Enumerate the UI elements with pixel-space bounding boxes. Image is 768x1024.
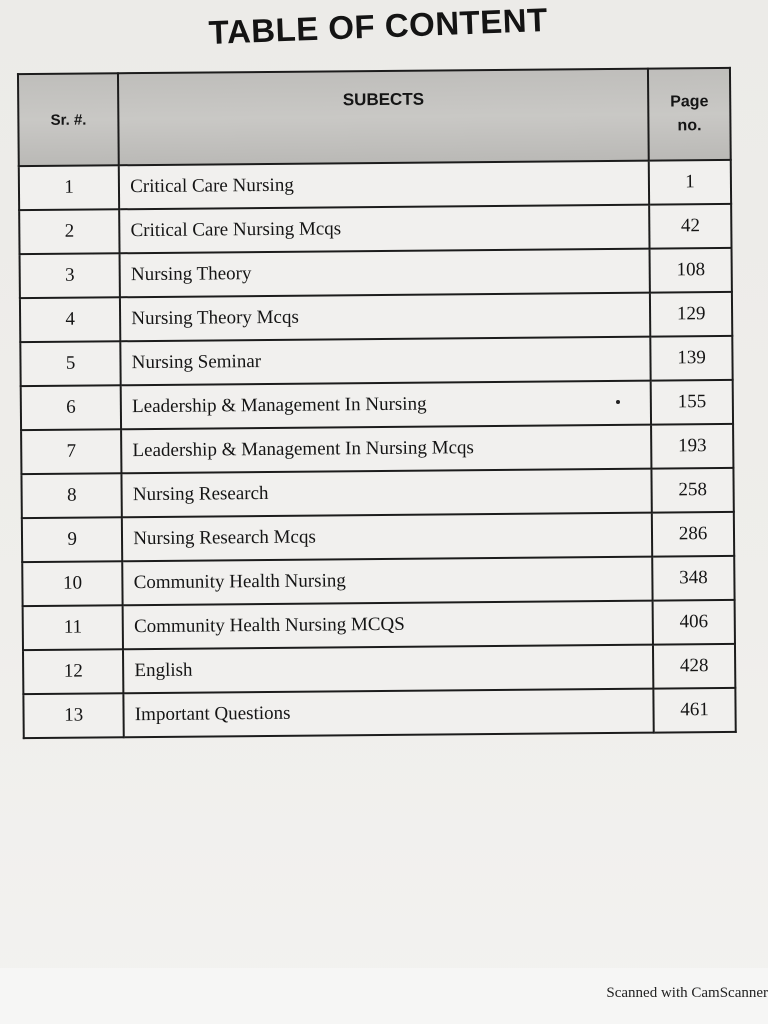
row-subject: English bbox=[123, 645, 653, 694]
row-subject: Leadership & Management In Nursing Mcqs bbox=[121, 425, 651, 474]
row-page: 406 bbox=[653, 600, 735, 645]
table-row bbox=[22, 512, 734, 562]
table-row bbox=[21, 380, 733, 430]
row-sr: 8 bbox=[21, 473, 122, 518]
table-row bbox=[22, 556, 734, 606]
header-sr: Sr. #. bbox=[18, 73, 119, 166]
row-sr: 11 bbox=[23, 605, 124, 650]
row-subject: Nursing Theory Mcqs bbox=[120, 293, 650, 342]
table-row bbox=[20, 248, 732, 298]
header-page-line1: Page bbox=[670, 93, 709, 111]
row-page: 193 bbox=[651, 424, 733, 469]
table-row bbox=[19, 204, 731, 254]
row-page: 348 bbox=[652, 556, 734, 601]
table-header-row bbox=[18, 68, 731, 166]
row-subject: Nursing Seminar bbox=[121, 337, 651, 386]
row-sr: 10 bbox=[22, 561, 123, 606]
row-page: 155 bbox=[651, 380, 733, 425]
row-subject: Nursing Research bbox=[122, 469, 652, 518]
row-sr: 9 bbox=[22, 517, 123, 562]
row-subject: Nursing Research Mcqs bbox=[122, 513, 652, 562]
table-row bbox=[20, 336, 732, 386]
row-subject: Community Health Nursing MCQS bbox=[123, 601, 653, 650]
row-page: 108 bbox=[650, 248, 732, 293]
row-subject: Critical Care Nursing bbox=[119, 161, 649, 210]
table-of-contents bbox=[17, 67, 741, 773]
scanner-watermark: Scanned with CamScanner bbox=[606, 985, 768, 1001]
row-sr: 2 bbox=[19, 209, 120, 254]
header-page bbox=[648, 68, 731, 161]
table-row bbox=[23, 644, 735, 694]
row-page: 258 bbox=[652, 468, 734, 513]
row-sr: 3 bbox=[20, 253, 121, 298]
row-sr: 12 bbox=[23, 649, 124, 694]
row-page: 139 bbox=[650, 336, 732, 381]
row-sr: 6 bbox=[21, 385, 122, 430]
table-row bbox=[20, 292, 732, 342]
row-subject: Community Health Nursing bbox=[122, 557, 652, 606]
row-page: 428 bbox=[653, 644, 735, 689]
table-row bbox=[21, 468, 733, 518]
toc-table bbox=[17, 67, 737, 739]
row-page: 129 bbox=[650, 292, 732, 337]
row-sr: 5 bbox=[20, 341, 121, 386]
page-title: TABLE OF CONTENT bbox=[208, 0, 549, 51]
row-sr: 4 bbox=[20, 297, 121, 342]
table-row bbox=[19, 160, 731, 210]
row-subject: Leadership & Management In Nursing bbox=[121, 381, 651, 430]
row-page: 286 bbox=[652, 512, 734, 557]
row-subject: Important Questions bbox=[124, 689, 654, 738]
row-subject: Nursing Theory bbox=[120, 249, 650, 298]
table-row bbox=[21, 424, 733, 474]
row-sr: 7 bbox=[21, 429, 122, 474]
row-sr: 13 bbox=[23, 693, 124, 738]
row-page: 42 bbox=[649, 204, 731, 249]
table-row bbox=[23, 688, 735, 738]
header-page-line2: no. bbox=[677, 117, 702, 135]
row-page: 461 bbox=[654, 688, 736, 733]
row-page: 1 bbox=[649, 160, 731, 205]
header-subjects: SUBECTS bbox=[118, 69, 649, 166]
row-sr: 1 bbox=[19, 165, 120, 210]
row-subject: Critical Care Nursing Mcqs bbox=[119, 205, 649, 254]
ink-speck bbox=[616, 400, 620, 404]
table-row bbox=[23, 600, 735, 650]
